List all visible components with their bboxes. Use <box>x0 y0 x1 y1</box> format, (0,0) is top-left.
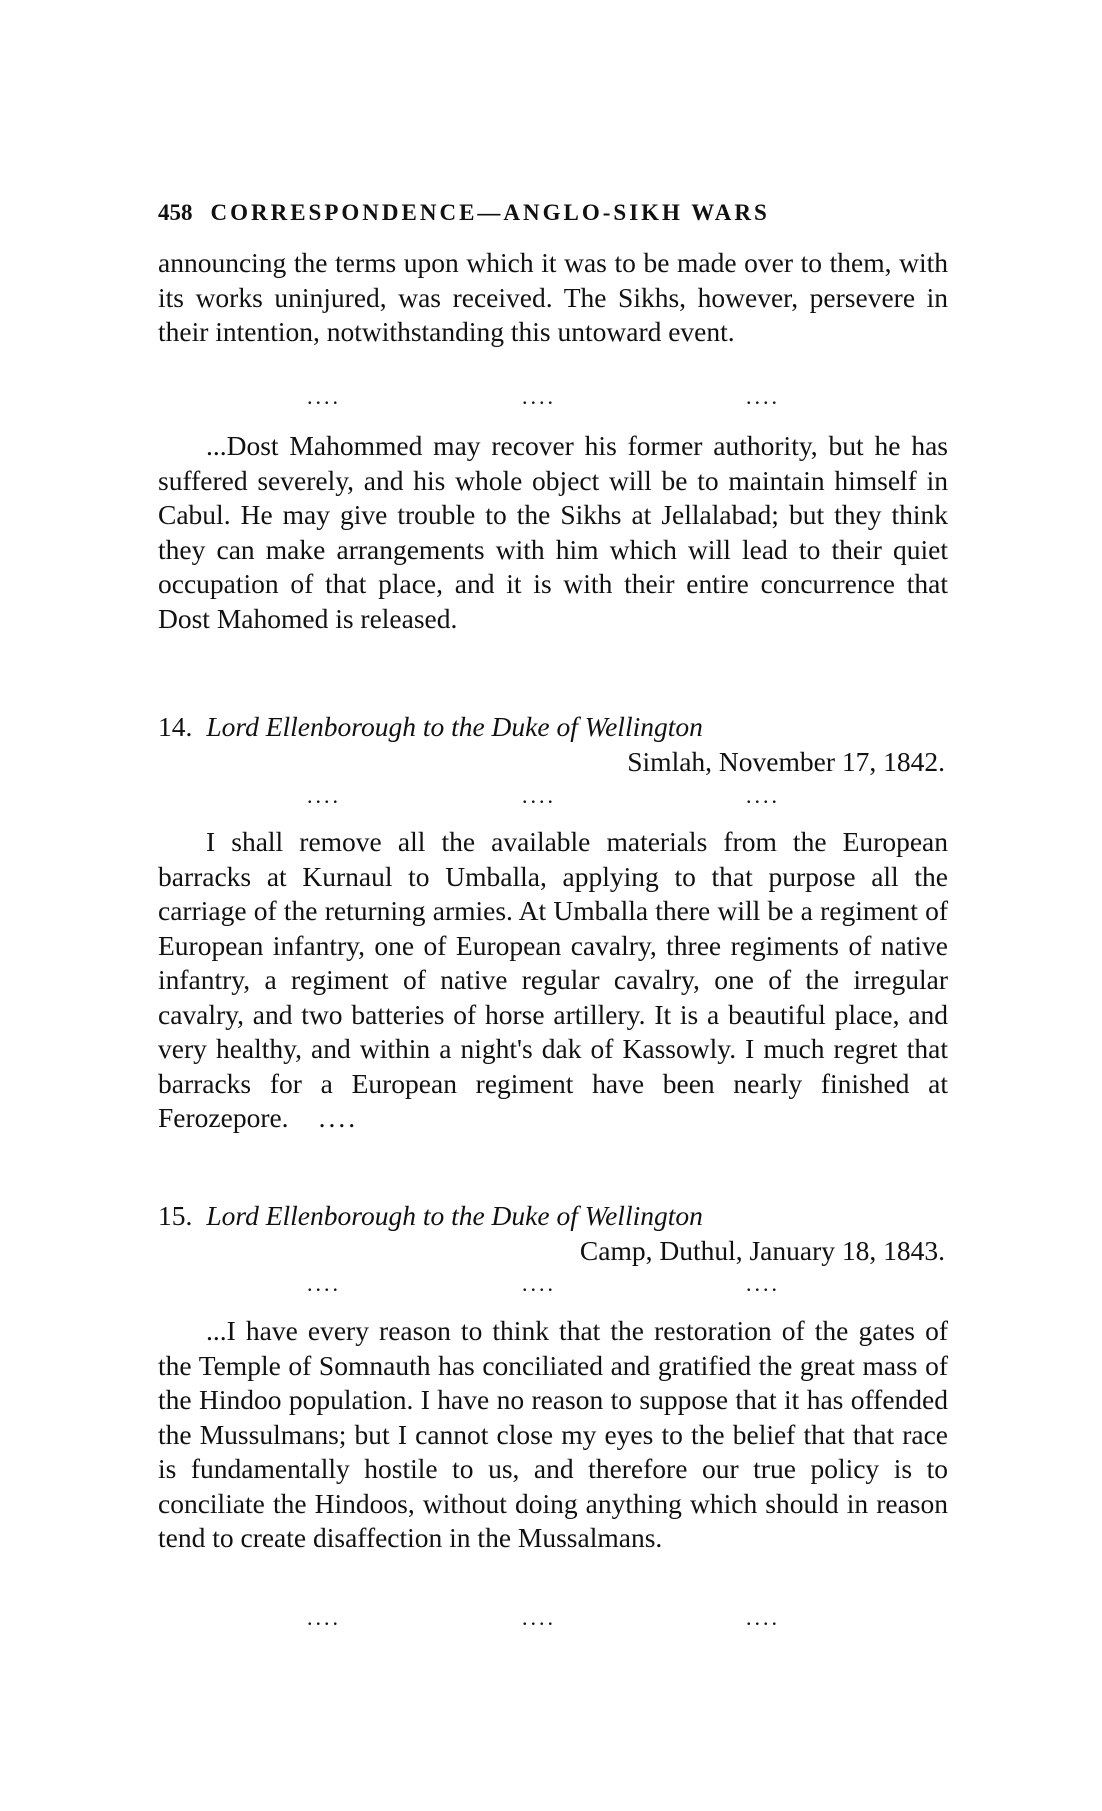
letter-number: 15. <box>158 1200 193 1231</box>
ellipsis-separator <box>158 1272 948 1296</box>
letter-body-text: I shall remove all the available materials from the European barracks at Kurnaul to Umballa, applying to that purpose all the carriage of the returning armies. At Umballa there will be a regiment of European infantry, one of European cavalry, three regiments of native infantry, a regiment of native regular cavalry, one of the irregular cavalry, and two batteries of horse artillery. It is a beautiful place, and very healthy, and within a night's dak of Kassowly. I much regret that barracks for a European regiment have been nearly finished at Ferozepore. <box>158 826 948 1133</box>
ellipsis-center: .... <box>522 1605 556 1630</box>
ellipsis-right: .... <box>746 384 780 409</box>
paragraph-text: announcing the terms upon which it was to be made over to them, with its works uninjured, was received. The Sikhs, however, persevere in their intention, notwithstanding this untoward event. <box>158 247 948 347</box>
letter-number: 14. <box>158 711 193 742</box>
paragraph-text: ...Dost Mahommed may recover his former authority, but he has suffered severely, and his whole object will be to maintain himself in Cabul. He may give trouble to the Sikhs at Jellalabad; but they think they can make arrangements with him which will lead to their quiet occupation of that place, and it is with their entire concurrence that Dost Mahomed is released. <box>158 430 948 634</box>
letter-place-date: Simlah, November 17, 1842. <box>627 745 945 777</box>
paragraph-dost-mahommed <box>158 429 948 636</box>
letter-place-date: Camp, Duthul, January 18, 1843. <box>579 1234 945 1266</box>
ellipsis-right: .... <box>746 1605 780 1630</box>
letter-15-body <box>158 1314 948 1556</box>
ellipsis-left: .... <box>307 384 341 409</box>
paragraph-text <box>158 825 948 1136</box>
letter-15-heading <box>158 1199 948 1268</box>
ellipsis-separator <box>158 1606 948 1630</box>
running-header <box>158 199 948 227</box>
ellipsis-right: .... <box>746 1271 780 1296</box>
letter-14-heading <box>158 710 948 779</box>
ellipsis-left: .... <box>307 1605 341 1630</box>
ellipsis-right: .... <box>746 783 780 808</box>
ellipsis-separator <box>158 385 948 409</box>
running-title: CORRESPONDENCE—ANGLO-SIKH WARS <box>210 200 770 225</box>
ellipsis-center: .... <box>522 1271 556 1296</box>
letter-14-body <box>158 825 948 1136</box>
ellipsis-separator <box>158 784 948 808</box>
paragraph-text: ...I have every reason to think that the restoration of the gates of the Temple of Somnauth has conciliated and gratified the great mass of the Hindoo population. I have no reason to suppose that it has offended the Mussulmans; but I cannot close my eyes to the belief that that race is fundamentally hostile to us, and therefore our true policy is to conciliate the Hindoos, without doing anything which should in reason tend to create disaffection in the Mussalmans. <box>158 1315 948 1553</box>
letter-title: Lord Ellenborough to the Duke of Wellington <box>206 711 703 742</box>
ellipsis-left: .... <box>307 783 341 808</box>
ellipsis-left: .... <box>307 1271 341 1296</box>
paragraph-continuation <box>158 246 948 350</box>
page-number: 458 <box>158 200 193 225</box>
ellipsis-center: .... <box>522 783 556 808</box>
letter-title: Lord Ellenborough to the Duke of Wellington <box>206 1200 703 1231</box>
ellipsis-trailing: .... <box>318 1102 359 1133</box>
ellipsis-center: .... <box>522 384 556 409</box>
